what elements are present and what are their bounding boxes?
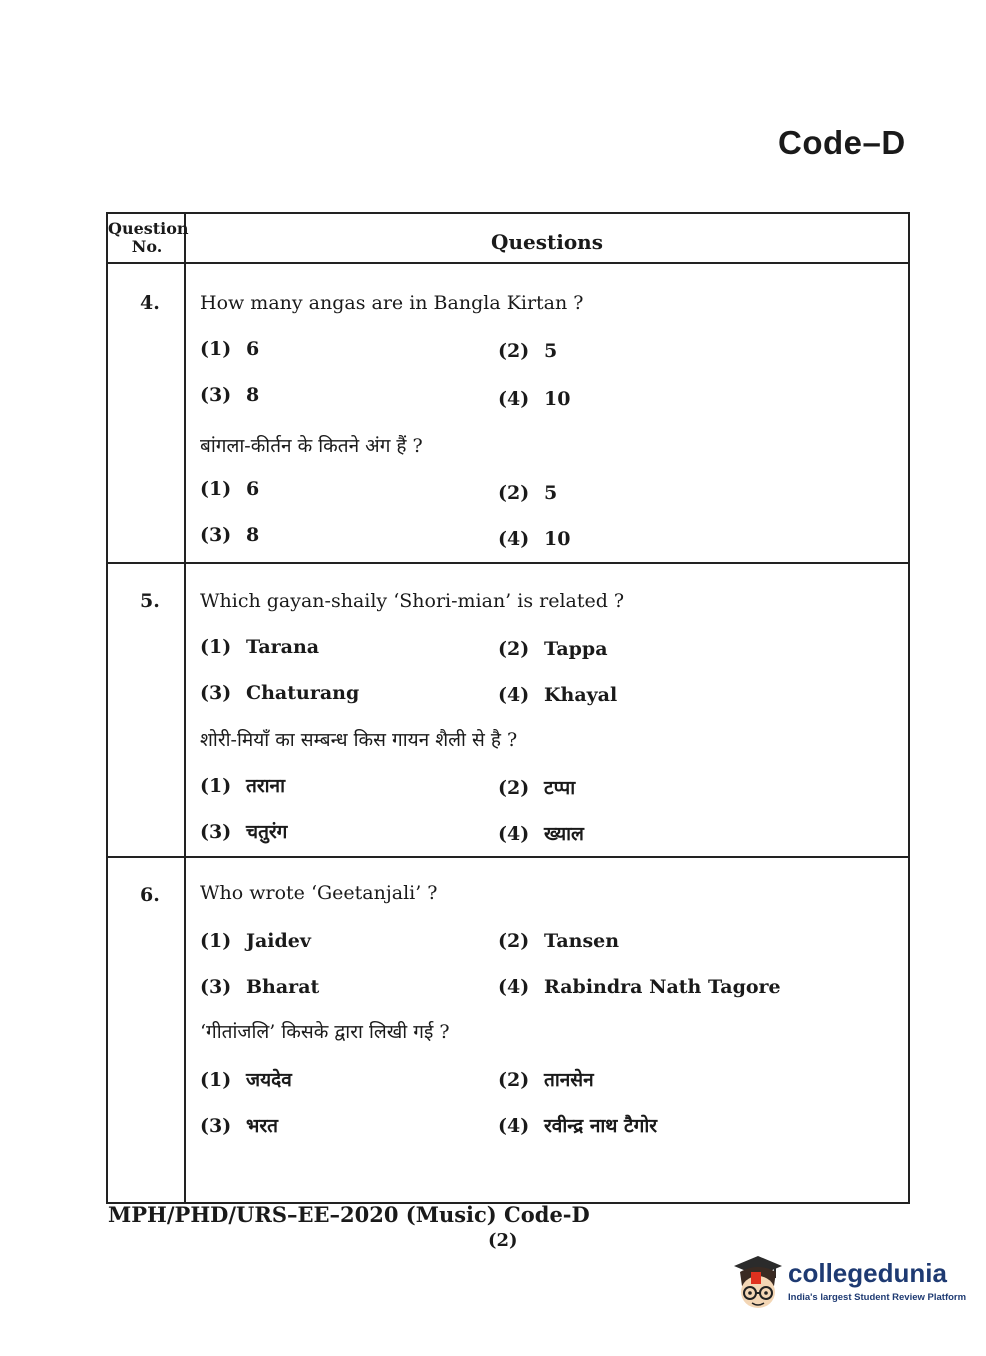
collegedunia-watermark (728, 1252, 968, 1312)
column-divider (184, 214, 186, 1202)
option: (2) 5 (498, 340, 558, 362)
option: (4) Rabindra Nath Tagore (498, 976, 781, 998)
row-divider (108, 562, 908, 564)
header-question-no-line1: Question (108, 219, 189, 238)
row-divider (108, 856, 908, 858)
option: (4) रवीन्द्र नाथ टैगोर (498, 1115, 658, 1137)
exam-footer: MPH/PHD/URS–EE–2020 (Music) Code-D (108, 1202, 590, 1227)
question-text-en: Which gayan-shaily ‘Shori-mian’ is related ? (200, 590, 625, 612)
option: (3) Chaturang (200, 682, 360, 704)
paper-code: Code–D (778, 124, 906, 161)
question-text-hi: बांगला-कीर्तन के कितने अंग हैं ? (200, 435, 423, 457)
option: (3) 8 (200, 524, 260, 546)
option: (1) Tarana (200, 636, 320, 658)
option: (2) Tappa (498, 638, 608, 660)
option: (1) तराना (200, 775, 285, 797)
page-number: (2) (488, 1230, 518, 1251)
option: (1) Jaidev (200, 930, 311, 952)
option: (1) जयदेव (200, 1069, 292, 1091)
option: (4) 10 (498, 388, 571, 410)
brand-tagline: India's largest Student Review Platform (788, 1292, 967, 1303)
mascot-logo-icon (728, 1252, 786, 1312)
option: (3) भरत (200, 1115, 278, 1137)
question-text-hi: शोरी-मियाँ का सम्बन्ध किस गायन शैली से है ? (200, 729, 518, 751)
option: (2) Tansen (498, 930, 620, 952)
question-number: 5. (140, 590, 160, 612)
header-questions: Questions (491, 230, 603, 254)
question-text-en: Who wrote ‘Geetanjali’ ? (200, 882, 438, 904)
option: (3) 8 (200, 384, 260, 406)
option: (2) तानसेन (498, 1069, 594, 1091)
option: (2) 5 (498, 482, 558, 504)
option: (1) 6 (200, 478, 260, 500)
option: (4) Khayal (498, 684, 618, 706)
header-question-no (108, 219, 189, 256)
header-question-no-line2: No. (131, 237, 163, 256)
brand-name: collegedunia (788, 1258, 947, 1288)
option: (3) चतुरंग (200, 821, 288, 843)
option: (4) ख्याल (498, 823, 584, 845)
option: (2) टप्पा (498, 777, 576, 799)
question-number: 6. (140, 884, 160, 906)
question-text-en: How many angas are in Bangla Kirtan ? (200, 292, 584, 314)
question-table (106, 212, 910, 1204)
question-number: 4. (140, 292, 160, 314)
option: (4) 10 (498, 528, 571, 550)
header-divider (108, 262, 908, 264)
option: (1) 6 (200, 338, 260, 360)
option: (3) Bharat (200, 976, 320, 998)
question-text-hi: ‘गीतांजलि’ किसके द्वारा लिखी गई ? (200, 1021, 450, 1043)
